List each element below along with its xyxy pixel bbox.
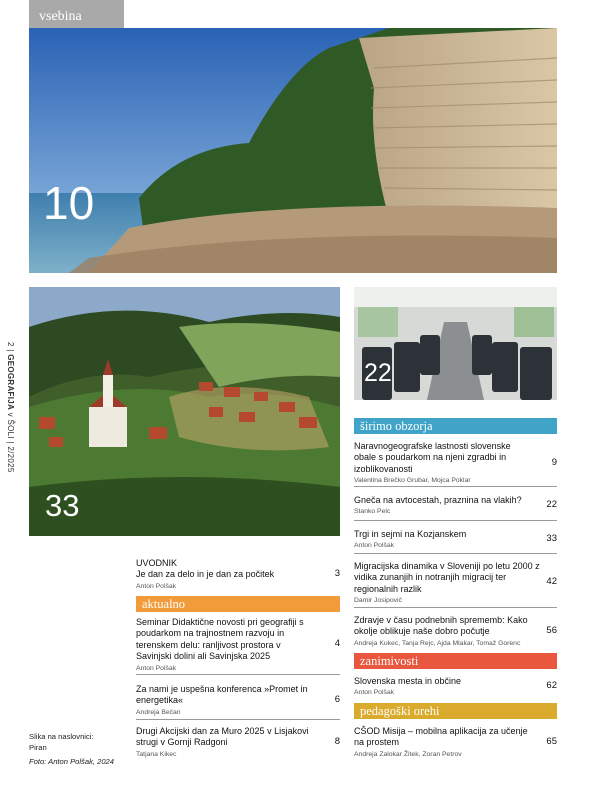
- photo-number-village: 33: [45, 488, 80, 523]
- entry-author: Anton Polšak: [354, 542, 395, 550]
- entry-author: Valentina Brečko Grubar, Mojca Poklar: [354, 477, 471, 485]
- entry-page: 6: [334, 694, 340, 705]
- divider: [354, 486, 557, 487]
- section-zanimivosti: zanimivosti: [354, 653, 557, 669]
- entry-title: Naravnogeografske lastnosti slovenske obale s poudarkom na njeni zgradbi in izoblikovanosti: [354, 441, 511, 474]
- village-aerial-photo: [29, 287, 340, 536]
- divider: [354, 520, 557, 521]
- entry-page: 3: [334, 568, 340, 579]
- entry-author: Andreja Zalokar Žitek, Zoran Petrov: [354, 750, 462, 758]
- entry-page: 9: [551, 457, 557, 468]
- journal-sidebar: [3, 342, 17, 477]
- entry-author: Anton Polšak: [354, 689, 395, 697]
- entry-author: Damir Josipovič: [354, 597, 402, 605]
- entry-title: CŠOD Misija – mobilna aplikacija za učenje na prostem: [354, 726, 528, 748]
- entry-author: Anton Polšak: [136, 664, 177, 672]
- entry-page: 22: [546, 499, 557, 510]
- toc-entry[interactable]: [354, 676, 557, 697]
- toc-entry[interactable]: [136, 684, 340, 717]
- coastal-cliff-illustration: [29, 28, 557, 273]
- toc-entry[interactable]: [354, 726, 557, 759]
- entry-page: 42: [546, 576, 557, 587]
- sidebar-separator-2: |: [6, 441, 15, 444]
- toc-entry[interactable]: [354, 441, 557, 485]
- entry-title: Za nami je uspešna konferenca »Promet in energetika«: [136, 684, 308, 706]
- entry-author: Anton Polšak: [136, 582, 177, 590]
- divider: [354, 553, 557, 554]
- entry-page: 33: [546, 533, 557, 544]
- section-aktualno: aktualno: [136, 596, 340, 612]
- coastal-cliff-photo: [29, 28, 557, 273]
- toc-entry[interactable]: [136, 726, 340, 759]
- divider: [354, 607, 557, 608]
- divider: [136, 674, 340, 675]
- sidebar-page-number: 2: [6, 342, 15, 347]
- section-tab-vsebina: vsebina: [29, 0, 124, 28]
- entry-title: Seminar Didaktične novosti pri geografiji s poudarkom na trajnostnem razvoju in terenskem delu: ranljivost prostora v Savinjski dolini ali Savinjska 2025: [136, 617, 304, 662]
- entry-title: Migracijska dinamika v Sloveniji po letu 2000 z vidika zunanjih in notranjih migracij ter regionalnih razlik: [354, 561, 540, 594]
- entry-title: Zdravje v času podnebnih sprememb: Kako okolje oblikuje naše dobro počutje: [354, 615, 528, 637]
- sidebar-separator: |: [6, 349, 15, 352]
- toc-entry[interactable]: [354, 495, 557, 516]
- toc-entry[interactable]: [354, 529, 557, 550]
- sidebar-text: [6, 342, 15, 473]
- entry-author: Tatjana Kikec: [136, 750, 177, 758]
- train-interior-photo: [354, 287, 557, 400]
- caption-line2: Piran: [29, 742, 47, 752]
- entry-page: 56: [546, 625, 557, 636]
- entry-title: Drugi Akcijski dan za Muro 2025 v Lisjakovi strugi v Gornji Radgoni: [136, 726, 309, 748]
- entry-title: Trgi in sejmi na Kozjanskem: [354, 529, 467, 539]
- caption-line1: Slika na naslovnici:: [29, 732, 94, 741]
- section-sirimo-obzorja: širimo obzorja: [354, 418, 557, 434]
- toc-entry[interactable]: [354, 615, 557, 648]
- cover-caption: [29, 732, 114, 768]
- entry-author: Andreja Bečan: [136, 708, 181, 716]
- sidebar-v: v: [6, 412, 15, 417]
- sidebar-journal: GEOGRAFIJA: [6, 354, 15, 411]
- toc-entry[interactable]: [354, 561, 557, 605]
- sidebar-school: ŠOLI: [6, 419, 15, 439]
- toc-entry-uvodnik[interactable]: [136, 558, 340, 591]
- entry-author: Andreja Kukec, Tanja Rejc, Ajda Mlakar, Tomaž Gorenc: [354, 639, 521, 647]
- entry-author: Stanko Pelc: [354, 508, 391, 516]
- uvodnik-label: UVODNIK: [136, 558, 178, 568]
- divider: [136, 719, 340, 720]
- entry-title: Slovenska mesta in občine: [354, 676, 462, 686]
- photo-number-train: 22: [364, 359, 392, 387]
- sidebar-issue: 2/2025: [6, 446, 15, 473]
- toc-entry[interactable]: [136, 617, 340, 673]
- entry-page: 8: [334, 736, 340, 747]
- section-pedagoski-orehi: pedagoški orehi: [354, 703, 557, 719]
- entry-page: 62: [546, 680, 557, 691]
- entry-title: Je dan za delo in je dan za počitek: [136, 569, 275, 580]
- caption-line3: Foto: Anton Polšak, 2024: [29, 757, 114, 766]
- photo-number-coast: 10: [43, 177, 95, 229]
- entry-page: 65: [546, 736, 557, 747]
- entry-page: 4: [334, 638, 340, 649]
- entry-title: Gneča na avtocestah, praznina na vlakih?: [354, 495, 522, 505]
